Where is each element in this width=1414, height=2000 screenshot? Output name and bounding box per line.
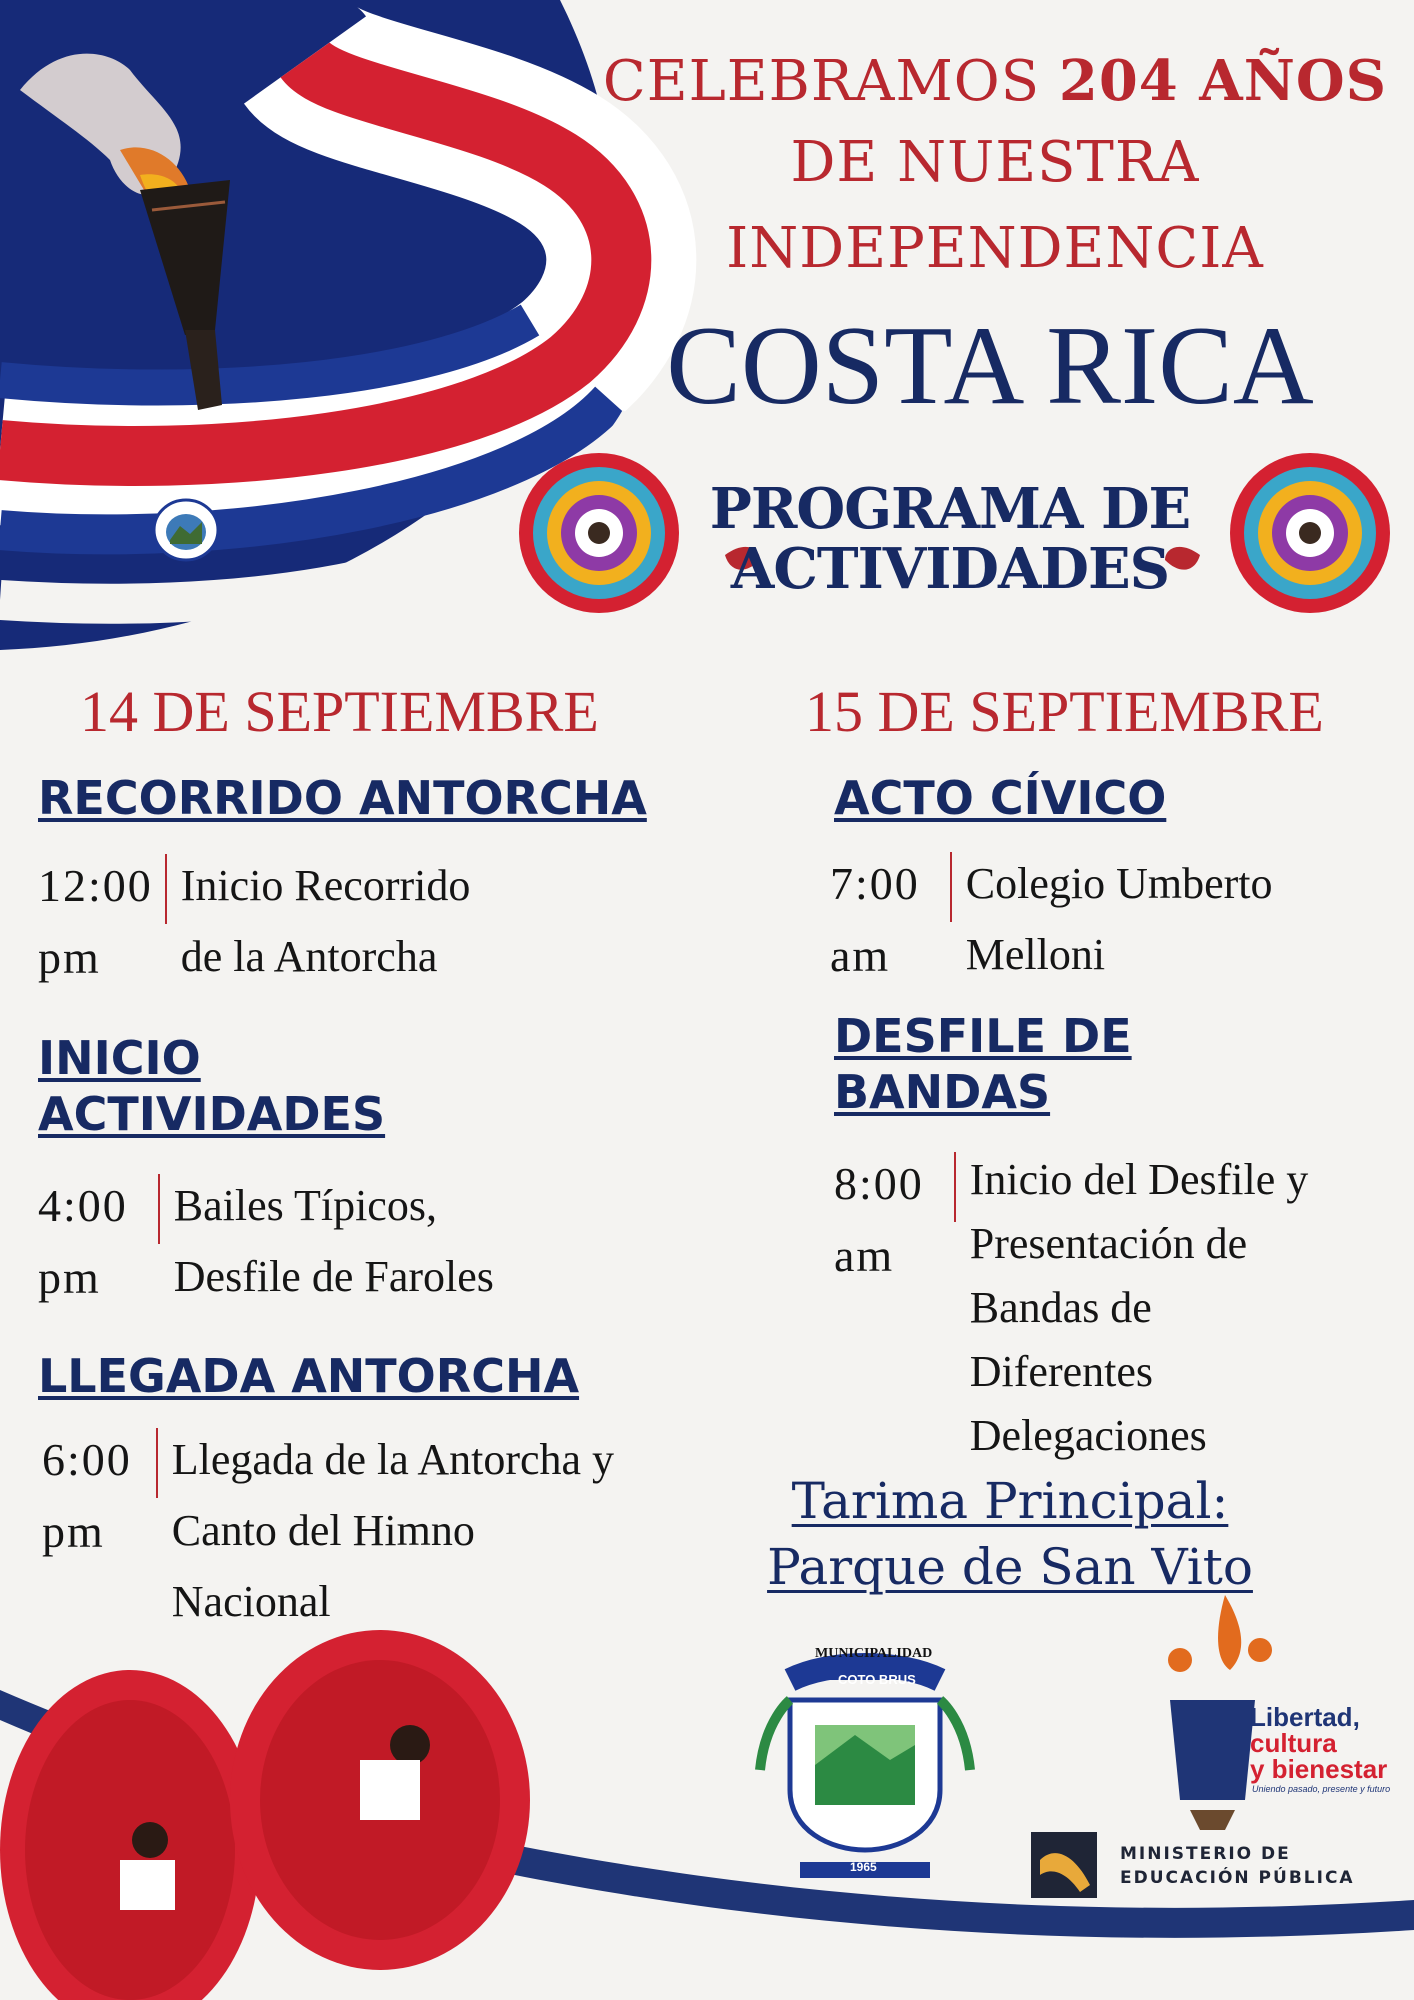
municipal-year-text: 1965 (850, 1860, 877, 1874)
day1-event-inicio (38, 1170, 494, 1314)
carreta-wheel-left-icon (519, 453, 679, 613)
day2-heading-acto: ACTO CÍVICO (834, 771, 1167, 825)
event-description: Llegada de la Antorcha y Canto del Himno Nacional (171, 1435, 615, 1626)
separator (954, 1152, 956, 1222)
event-time: 8:00 am (834, 1158, 924, 1281)
venue: Tarima Principal: Parque de San Vito (767, 1472, 1253, 1596)
municipal-top-text: MUNICIPALIDAD (815, 1646, 933, 1661)
day2-event-acto (830, 848, 1273, 992)
separator (158, 1174, 160, 1244)
program-title-line-2: ACTIVIDADES (730, 536, 1170, 602)
coat-of-arms-icon (154, 500, 218, 560)
event-time: 4:00 pm (38, 1180, 128, 1303)
celebration-line-2: DE NUESTRA (790, 130, 1200, 195)
municipalidad-logo (760, 1665, 970, 1870)
event-time: 12:00 pm (38, 860, 153, 983)
event-time: 7:00 am (830, 858, 920, 981)
day1-event-llegada (42, 1424, 614, 1637)
celebration-line-3: INDEPENDENCIA (726, 216, 1264, 281)
day1-date: 14 DE SEPTIEMBRE (80, 679, 599, 744)
program-title-line-1: PROGRAMA DE (709, 476, 1191, 542)
mep-logo-icon (1031, 1832, 1097, 1898)
separator (950, 852, 952, 922)
day1-heading-inicio: INICIO ACTIVIDADES (38, 1031, 386, 1141)
event-description: Inicio Recorrido de la Antorcha (180, 861, 471, 981)
separator (165, 854, 167, 924)
day2-date: 15 DE SEPTIEMBRE (805, 679, 1324, 744)
slogan-text: Libertad, cultura y bienestar (1250, 1702, 1388, 1784)
day2-event-desfile (834, 1148, 1308, 1468)
day1-heading-llegada: LLEGADA ANTORCHA (38, 1349, 580, 1403)
mep-name: MINISTERIO DE EDUCACIÓN PÚBLICA (1120, 1844, 1355, 1888)
separator (156, 1428, 158, 1498)
carreta-wheel-right-icon (1230, 453, 1390, 613)
slogan-subtext: Uniendo pasado, presente y futuro (1252, 1784, 1391, 1794)
country-title: COSTA RICA (666, 304, 1314, 428)
event-description: Inicio del Desfile y Presentación de Bandas de Diferentes Delegaciones (969, 1155, 1309, 1460)
day1-heading-recorrido: RECORRIDO ANTORCHA (38, 771, 647, 825)
day2-heading-desfile: DESFILE DE BANDAS (834, 1009, 1132, 1119)
day1-event-recorrido (38, 850, 470, 994)
event-time: 6:00 pm (42, 1434, 132, 1557)
celebration-line-1: CELEBRAMOS 204 AÑOS (602, 48, 1388, 114)
event-description: Colegio Umberto Melloni (965, 859, 1273, 979)
municipal-banner-text: COTO BRUS (838, 1672, 916, 1687)
event-description: Bailes Típicos, Desfile de Faroles (173, 1181, 494, 1301)
